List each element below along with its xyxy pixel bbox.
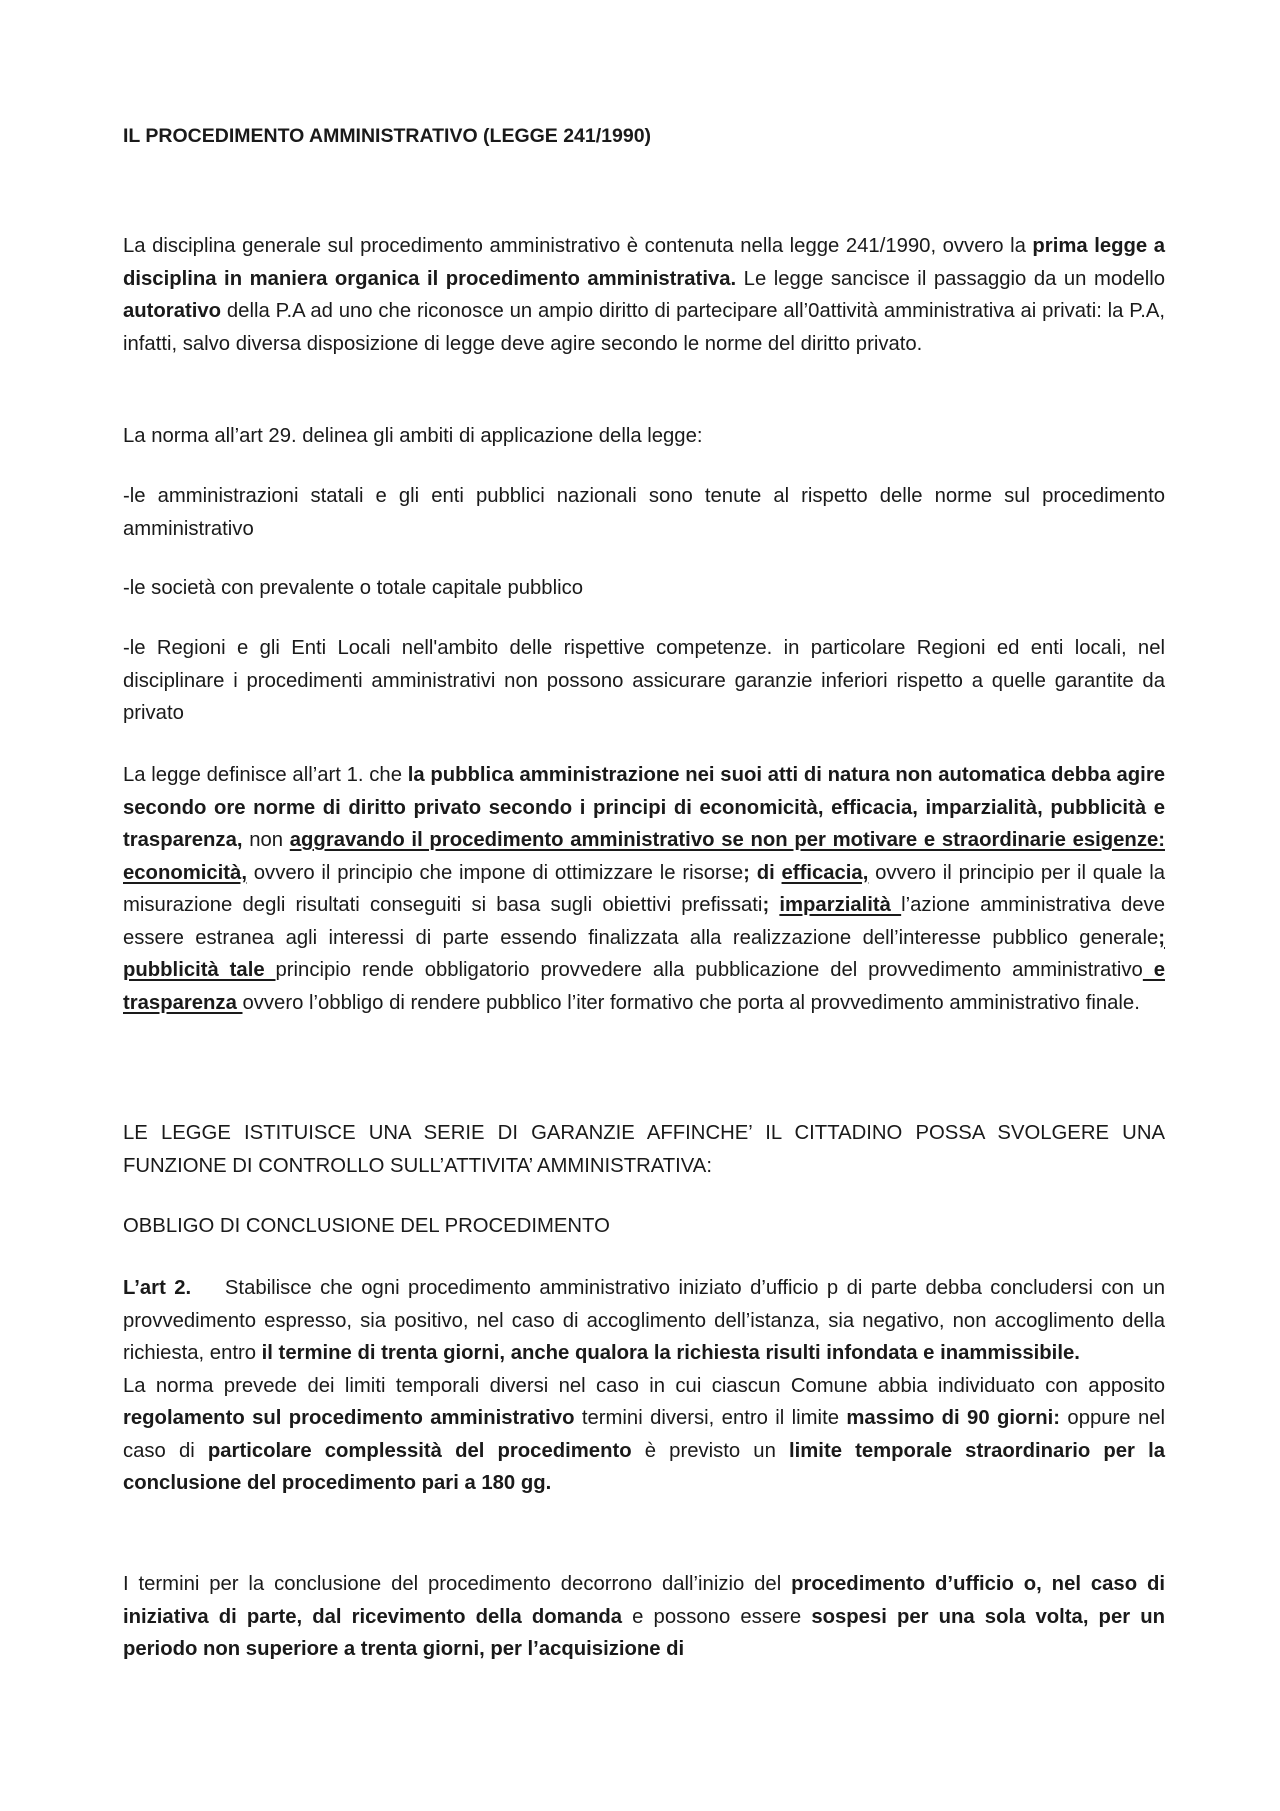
- text-run: non: [242, 829, 290, 851]
- text-run: La disciplina generale sul procedimento amministrativo è contenuta nella legge 241/1990, ovvero la: [123, 235, 1033, 257]
- text-run: LE LEGGE ISTITUISCE UNA SERIE DI GARANZIE AFFINCHE’ IL CITTADINO POSSA SVOLGERE UNA FUNZIONE DI CONTROLLO SULL’ATTIVITA’ AMMINISTRATIVA:: [123, 1122, 1165, 1177]
- bold-text: il termine di trenta giorni, anche qualora la richiesta risulti infondata e inammissibile.: [261, 1342, 1080, 1364]
- text-run: e possono essere: [622, 1605, 812, 1628]
- paragraph-p9: [123, 1272, 1165, 1500]
- bold-text: la pubblica amministrazione nei suoi atti di natura non automatica debba agire secondo ore norme di diritto privato secondo i principi di economicità, efficacia, imparzialità, pubblicità e trasparenza,: [123, 764, 1165, 851]
- text-run: -le società con prevalente o totale capitale pubblico: [123, 577, 584, 599]
- underlined-bold-text: imparzialità: [779, 894, 902, 916]
- bold-text: procedimento d’ufficio o, nel caso di iniziativa di parte, dal ricevimento della domanda: [123, 1573, 1165, 1628]
- bold-text: ;: [762, 894, 780, 916]
- text-run: è previsto un: [631, 1439, 789, 1462]
- bold-text: prima legge a disciplina in maniera organica il procedimento amministrativa.: [123, 235, 1165, 290]
- text-run: OBBLIGO DI CONCLUSIONE DEL PROCEDIMENTO: [123, 1215, 610, 1237]
- text-run: La norma prevede dei limiti temporali diversi nel caso in cui ciascun Comune abbia individuato con apposito: [123, 1374, 1165, 1397]
- paragraph-p8: [123, 1210, 1165, 1243]
- text-run: Le legge sancisce il passaggio da un modello: [736, 267, 1165, 290]
- text-run: -le Regioni e gli Enti Locali nell'ambito delle rispettive competenze. in particolare Regioni ed enti locali, nel disciplinare i procedimenti amministrativi non possono assicurare garanzie inferiori rispetto a quelle garantite da privato: [123, 637, 1165, 724]
- paragraph-p3: [123, 480, 1165, 545]
- underlined-bold-text: e trasparenza: [123, 959, 1166, 1014]
- bold-text: particolare complessità del procedimento: [207, 1439, 632, 1462]
- paragraph-p6: [123, 759, 1165, 1019]
- paragraph-p1: [123, 230, 1165, 360]
- text-run: La norma all’art 29. delinea gli ambiti di applicazione della legge:: [123, 425, 703, 447]
- text-run: l’azione amministrativa deve essere estranea agli interessi di parte essendo finalizzata alla realizzazione dell’interesse pubblico generale: [123, 894, 1165, 949]
- bold-text: regolamento sul procedimento amministrativo: [123, 1407, 575, 1429]
- text-run: I termini per la conclusione del procedimento decorrono dall’inizio del: [123, 1573, 792, 1595]
- text-run: Stabilisce che ogni procedimento amministrativo iniziato d’ufficio p di parte debba concludersi con un provvedimento espresso, sia positivo, nel caso di accoglimento dell’istanza, sia negativo, non accoglimento della richiesta, entro: [123, 1277, 1166, 1364]
- text-run: termini diversi, entro il limite: [574, 1407, 847, 1429]
- text-run: ovvero l’obbligo di rendere pubblico l’iter formativo che porta al provvedimento amministrativo finale.: [242, 991, 1140, 1014]
- underlined-bold-text: efficacia,: [781, 861, 869, 884]
- bold-text: autorativo: [123, 300, 222, 322]
- bold-text: sospesi per una sola volta, per un periodo non superiore a trenta giorni, per l’acquisizione di: [123, 1605, 1165, 1660]
- paragraph-p2: [123, 420, 1165, 453]
- underlined-bold-text: ; pubblicità tale: [123, 926, 1165, 981]
- bold-text: limite temporale straordinario per la conclusione del procedimento pari a 180 gg.: [123, 1439, 1165, 1494]
- underlined-bold-text: aggravando il procedimento amministrativo se non per motivare e straordinarie esigenze: economicità,: [123, 829, 1165, 884]
- paragraph-p4: [123, 572, 1165, 605]
- bold-text: massimo di 90 giorni:: [846, 1407, 1061, 1429]
- paragraph-p10: [123, 1568, 1165, 1666]
- text-run: La legge definisce all’art 1. che: [123, 764, 408, 786]
- bold-text: ; di: [743, 861, 782, 884]
- paragraph-p5: [123, 632, 1165, 730]
- bold-text: L’art 2.: [123, 1277, 192, 1299]
- text-run: ovvero il principio per il quale la misurazione degli risultati conseguiti si basa sugli obiettivi prefissati: [123, 861, 1165, 916]
- document-title: IL PROCEDIMENTO AMMINISTRATIVO (LEGGE 241/1990): [123, 125, 652, 147]
- text-run: della P.A ad uno che riconosce un ampio diritto di partecipare all’0attività amministrativa ai privati: la P.A, infatti, salvo diversa disposizione di legge deve agire secondo le norme del diritto privato.: [123, 300, 1165, 355]
- text-run: -le amministrazioni statali e gli enti pubblici nazionali sono tenute al rispetto delle norme sul procedimento amministrativo: [123, 485, 1165, 540]
- text-run: oppure nel caso di: [123, 1407, 1166, 1462]
- text-run: principio rende obbligatorio provvedere alla pubblicazione del provvedimento amministrativo: [275, 959, 1143, 981]
- paragraph-p7: [123, 1117, 1165, 1182]
- text-run: ovvero il principio che impone di ottimizzare le risorse: [246, 861, 744, 884]
